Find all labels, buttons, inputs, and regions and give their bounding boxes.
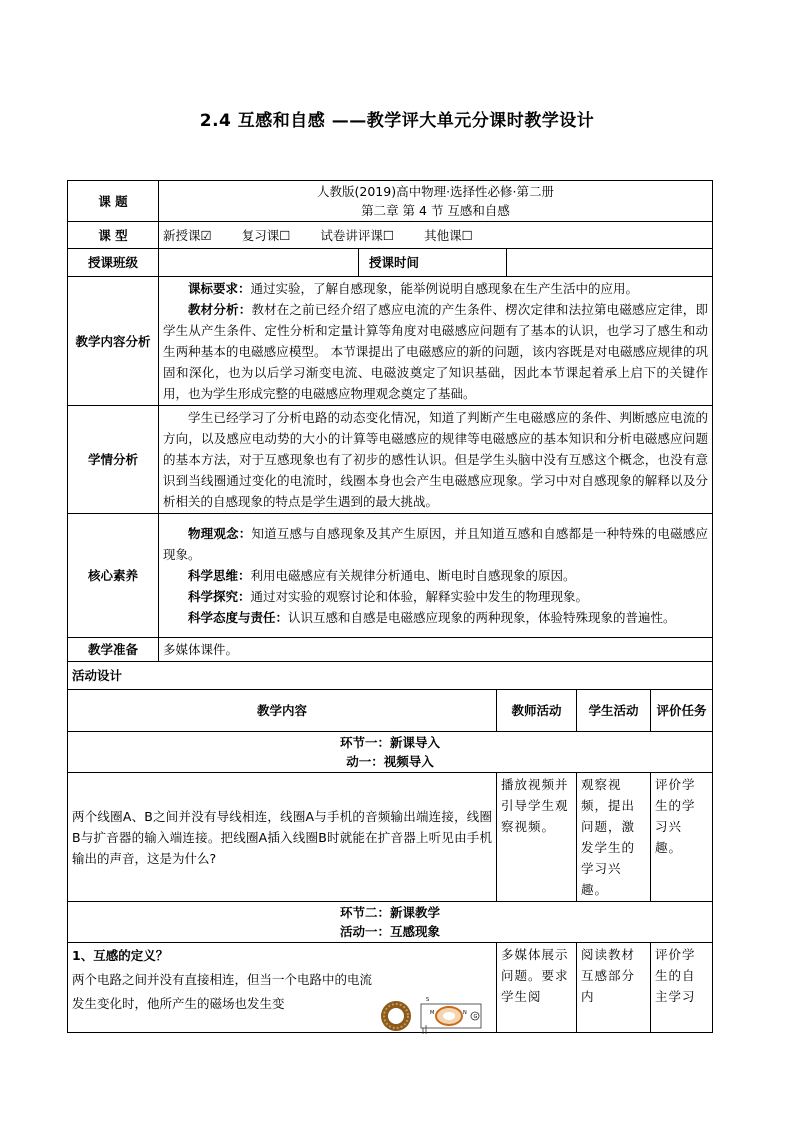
- section2-content: 两个电路之间并没有直接相连，但当一个电路中的电流发生变化时，他所产生的磁场也发生变: [72, 972, 373, 1011]
- switch-label: S: [426, 997, 430, 1003]
- course-label: 课 题: [68, 181, 159, 222]
- lesson-type-review[interactable]: 复习课☐: [241, 227, 291, 243]
- header-eval: 评价任务: [651, 690, 713, 732]
- core-item-text: 通过对实验的观察讨论和体验，解释实验中发生的物理现象。: [250, 589, 589, 604]
- prep-label: 教学准备: [68, 638, 159, 662]
- section2-header: [68, 902, 713, 943]
- section1-subtitle: 动一：视频导入: [346, 754, 434, 769]
- section2-title: 环节二：新课教学: [340, 905, 441, 920]
- student-analysis-label: 学情分析: [68, 406, 159, 514]
- lesson-type-options: [159, 222, 713, 249]
- coil-a-core: [388, 1008, 404, 1024]
- content-analysis-label: 教学内容分析: [68, 277, 159, 406]
- section1-title: 环节一：新课导入: [340, 735, 441, 750]
- core-item-heading: 物理观念：: [188, 526, 252, 541]
- standard-heading: 课标要求：: [188, 281, 251, 296]
- coil-m-label: M: [430, 1010, 435, 1016]
- core-item-heading: 科学态度与责任：: [188, 610, 289, 625]
- lesson-type-new[interactable]: 新授课☑: [163, 227, 212, 243]
- lesson-plan-table: [67, 180, 713, 1033]
- class-value[interactable]: [159, 249, 359, 277]
- header-teacher: 教师活动: [497, 690, 577, 732]
- textbook-heading: 教材分析：: [188, 302, 252, 317]
- content-analysis-cell: [159, 277, 713, 406]
- core-literacy-cell: [159, 514, 713, 638]
- class-label: 授课班级: [68, 249, 159, 277]
- section1-header: [68, 732, 713, 773]
- section1-eval: 评价学生的学习兴趣。: [651, 773, 713, 902]
- standard-text: 通过实验，了解自感现象，能举例说明自感现象在生产生活中的应用。: [250, 281, 639, 296]
- header-content: 教学内容: [68, 690, 497, 732]
- course-line2: 第二章 第 4 节 互感和自感: [361, 203, 510, 218]
- header-student: 学生活动: [577, 690, 651, 732]
- lesson-type-label: 课 型: [68, 222, 159, 249]
- section2-subtitle: 活动一：互感现象: [340, 924, 441, 939]
- lesson-type-other[interactable]: 其他课☐: [424, 227, 473, 243]
- textbook-text: 教材在之前已经介绍了感应电流的产生条件、楞次定律和法拉第电磁感应定律，即学生从产生条件、定性分析和定量计算等角度对电磁感应问题有了基本的认识，也学习了感生和动生两种基本的电磁感应模型。 本节课提出了电磁感应的新的问题，该内容既是对电磁感应规律的巩固和深化，也为以后学习渐变电流、电磁波奠定了知识基础，因此本节课起着承上启下的关键作用，也为学生形成完整的电磁感应物理观念奠定了基础。: [163, 302, 709, 401]
- section2-teacher: 多媒体展示问题。要求学生阅: [497, 943, 577, 1033]
- prep-text: 多媒体课件。: [159, 638, 713, 662]
- course-info: [159, 181, 713, 222]
- time-value[interactable]: [507, 249, 713, 277]
- section1-student: 观察视频，提出问题，激发学生的学习兴趣。: [577, 773, 651, 902]
- section2-question: 1、互感的定义？: [72, 948, 169, 963]
- document-title: 2.4 互感和自感 ——教学评大单元分课时教学设计: [199, 111, 595, 131]
- lesson-type-exam[interactable]: 试卷讲评课☐: [320, 227, 395, 243]
- course-line1: 人教版(2019)高中物理·选择性必修·第二册: [317, 184, 555, 199]
- section2-eval: 评价学生的自主学习: [651, 943, 713, 1033]
- core-item-heading: 科学思维：: [188, 568, 251, 583]
- core-item-heading: 科学探究：: [188, 589, 251, 604]
- core-literacy-label: 核心素养: [68, 514, 159, 638]
- section1-teacher: 播放视频并引导学生观察视频。: [497, 773, 577, 902]
- core-item-text: 利用电磁感应有关规律分析通电、断电时自感现象的原因。: [250, 568, 576, 583]
- student-analysis-text: 学生已经学习了分析电路的动态变化情况，知道了判断产生电磁感应的条件、判断感应电流的方向，以及感应电动势的大小的计算等电磁感应的规律等电磁感应的基本知识和分析电磁感应问题的基本方法，对于互感现象也有了初步的感性认识。但是学生头脑中没有互感这个概念，也没有意识到当线圈通过变化的电流时，线圈本身也会产生电磁感应现象。学习中对自感现象的解释以及分析相关的自感现象的特点是学生遇到的最大挑战。: [159, 406, 713, 514]
- core-item-text: 认识互感和自感是电磁感应现象的两种现象，体验特殊现象的普遍性。: [288, 610, 676, 625]
- mutual-induction-figure: [377, 994, 487, 1038]
- section1-content: 两个线圈A、B之间并没有导线相连，线圈A与手机的音频输出端连接，线圈B与扩音器的输入端连接。把线圈A插入线圈B时就能在扩音器上听见由手机输出的声音，这是为什么?: [68, 773, 497, 902]
- core-item-text: 知道互感与自感现象及其产生原因，并且知道互感和自感都是一种特殊的电磁感应现象。: [163, 526, 708, 562]
- time-label: 授课时间: [359, 249, 507, 277]
- galvanometer-label: G: [473, 1014, 478, 1020]
- activity-design-title: 活动设计: [68, 662, 713, 690]
- section2-student: 阅读教材互感部分内: [577, 943, 651, 1033]
- coil-n-label: N: [463, 1010, 467, 1016]
